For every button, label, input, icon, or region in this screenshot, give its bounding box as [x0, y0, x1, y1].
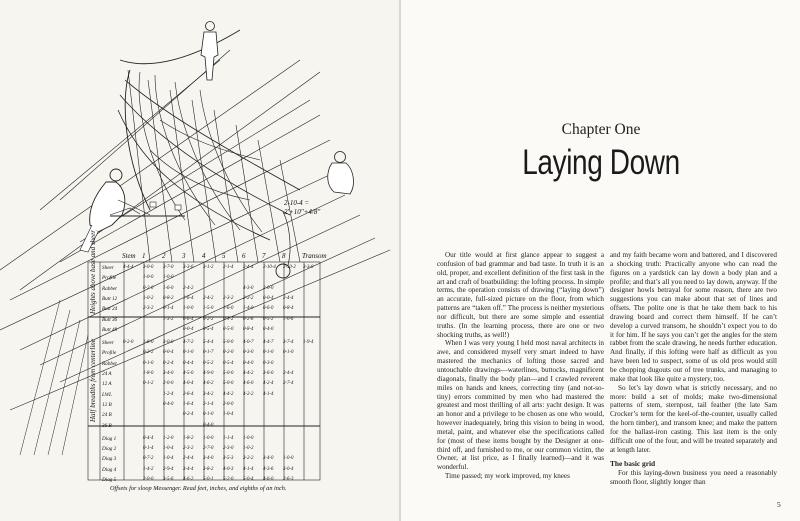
offset-cell: 2-0-0	[263, 285, 274, 291]
offset-cell: 0-7-2	[143, 456, 154, 462]
offset-cell: 5-2-0	[223, 477, 234, 482]
station-label: 1	[142, 252, 146, 260]
offset-cell: 1-2-4	[163, 391, 174, 397]
offset-cell: 2-4-4	[243, 265, 254, 270]
offset-cell: 3-1-2	[203, 265, 214, 270]
offset-cell: 3-0-0	[143, 265, 154, 270]
offset-callout: 2-10-4 = 2'+10"+4/8"	[284, 199, 321, 216]
offset-cell: 3-4-0	[203, 456, 214, 462]
offset-cell: 0-1-2	[223, 316, 234, 322]
offset-cell: 5-0-4	[243, 477, 254, 482]
offset-cell: 0-1-0	[283, 350, 294, 356]
offset-cell: 1-0-0	[183, 306, 194, 312]
paragraph: Time passed; my work improved, my knees	[445, 472, 570, 481]
offset-cell: 0-2-0	[143, 285, 154, 291]
lofting-illustration	[0, 0, 399, 521]
offset-cell: 1-5-0	[203, 306, 214, 312]
row-label: 12 A	[102, 381, 112, 388]
offset-cell: 2-7-4	[283, 381, 294, 387]
paragraph: So let’s lay down what is strictly necessary, and no more: build a set of molds; make two-dimensional patterns of stem, sternpost, tail feather (the late Sam Crocker’s term for the keel-of-the-counter, usually called the horn timber), and transom knee; and make the pattern for the ballast-iron casting. This last item is the only difficult one of the four, and will be treated separately and at length later.	[610, 383, 777, 454]
offset-cell: 3-0-0	[163, 340, 174, 346]
offset-cell: 4-6-2	[183, 477, 194, 482]
offset-cell: 0-5-2	[263, 316, 274, 322]
row-label: Diag 4	[102, 466, 117, 473]
offset-cell: 0-5-0	[223, 326, 234, 332]
offset-cell: 2-4-4	[283, 295, 294, 301]
offset-cell: 0-1-4	[163, 306, 174, 312]
offset-cell: 0-0-4	[263, 295, 274, 301]
offset-cell: 3-5-3	[223, 456, 234, 462]
offset-cell: 4-4-4	[123, 265, 134, 270]
offset-cell: 3-5-6	[163, 477, 174, 482]
station-label: 2	[162, 252, 166, 260]
offset-cell: 0-6-4	[183, 316, 194, 322]
offset-cell: 3-4-4	[183, 466, 194, 472]
offset-cell: 0-2-4	[163, 360, 174, 366]
offset-cell: 2-3-2	[143, 306, 154, 312]
offset-cell: 2-10-4	[263, 265, 276, 270]
offset-cell: 4-0-3	[223, 466, 234, 472]
offset-cell: 5-0-0	[223, 381, 234, 387]
paragraph: Our title would at first glance appear to suggest a confusion of bad grammar and bad taste. In truth it is an old, proper, and excellent definition of the first task in the art and craft of boatbuilding: the lofting process. In simple terms, the operation consists of drawing (“laying down”) an accurate, full-sized picture on the floor, from which patterns are “taken off.” The process is neither mysterious nor difficult, but there are some simple and essential truths. (In the learning process, there are one or two shocking truths, as well!)	[437, 251, 604, 339]
offset-cell: 0-4-4	[143, 435, 154, 441]
offset-cell: 1-8-2	[183, 435, 194, 441]
offset-cell: 2-4-2	[203, 295, 214, 301]
offset-cell: 0-1-0	[183, 350, 194, 356]
paragraph: and my faith became worn and battered, and I discovered a shocking truth: Practically anyone who can read the figures on a yardstick can lay down a body plan and a profile; and that’s all you need to lay down, anyway. If the designer howls betrayal for some reason, there are two suggestions you can make about that set of lines and offsets. The polite one is that he take them back to his drawing board and correct them himself. If he can’t develop a curved transom, he shouldn’t expect you to do it for him. If he says you can’t get the angles for the stem rabbet from the scale drawing, he needs further education. And finally, if this lofting were half as difficult as you have been led to suspect, some of us old pros would still be chopping dugouts out of tree trunks, and managing to make that look like quite a mystery, too.	[610, 251, 777, 383]
offset-cell: 2-6-3	[283, 477, 294, 482]
offset-cell: 1-6-4	[183, 295, 194, 301]
offset-cell: 0-2-2	[143, 350, 154, 356]
row-label: Sheer	[102, 265, 114, 271]
body-column-right	[610, 251, 777, 487]
offset-cell: 0-4-0	[243, 360, 254, 366]
offset-cell: 1-6-4	[183, 401, 194, 407]
offset-cell: 4-2-2	[243, 391, 254, 397]
offset-cell: 4-1-4	[263, 391, 274, 397]
offset-cell: 4-3-6	[263, 466, 274, 472]
offset-cell: 1-4-0	[243, 306, 254, 312]
offset-cell: 1-0-2	[243, 446, 254, 452]
offset-cell: 0-5-4	[223, 360, 234, 366]
offset-cell: 4-4-7	[263, 340, 274, 346]
table-caption: Offsets for sloop Messenger. Read feet, inches, and eighths of an inch.	[110, 485, 287, 492]
station-label: 5	[222, 252, 226, 260]
offset-cell: 2-4-4	[283, 371, 294, 376]
offset-cell: 2-10-2	[283, 265, 296, 270]
page-number: 5	[777, 500, 781, 509]
offset-cell: 0-4-0	[203, 422, 214, 428]
offset-cell: 4-3-0	[243, 285, 254, 291]
offset-cell: 0-2-4	[183, 412, 194, 418]
offset-cell: 3-4-0	[163, 371, 174, 376]
row-label: Diag 2	[102, 446, 117, 453]
offset-cell: 1-4-2	[143, 466, 154, 472]
offset-cell: 0-5-2	[203, 360, 214, 366]
offset-cell: 1-0-4	[223, 412, 234, 418]
offset-cell: 2-4-2	[183, 285, 194, 291]
offset-cell: 0-2-0	[223, 350, 234, 356]
offset-cell: 1-0-6	[283, 316, 294, 322]
offset-cell: 3-0-4	[283, 466, 294, 472]
row-label: 12 B	[102, 401, 112, 408]
offset-cell: 1-0-0	[243, 435, 254, 441]
offset-cell: 1-0-4	[163, 446, 174, 452]
offset-cell: 2-9-4	[163, 466, 174, 472]
offset-cell: 0-1-7	[203, 350, 214, 356]
offset-cell: 2-3-2	[183, 446, 194, 452]
offset-cell: 0-1-0	[143, 360, 154, 366]
offset-cell: 1-9-4	[303, 340, 314, 346]
offset-cell: 4-6-0	[243, 381, 254, 387]
offset-cell: 1-0-2	[143, 295, 154, 301]
offset-cell: 4-7-2	[183, 340, 194, 346]
offset-cell: 4-9-0	[203, 371, 214, 376]
offset-cell: 0-1-4	[143, 446, 154, 452]
row-label: Butt 24	[102, 306, 118, 313]
offset-cell: 3-7-4	[283, 340, 294, 346]
offset-cell: 0-8-4	[283, 306, 294, 312]
offset-cell: 3-3-6	[183, 265, 194, 270]
offset-table	[88, 230, 327, 495]
offset-cell: 0-3-0	[263, 360, 274, 366]
offset-cell: 2-2-2	[243, 295, 254, 301]
offset-cell: 0-8-4	[243, 326, 254, 332]
offset-cell: 2-0-0	[143, 477, 154, 482]
offset-cell: 3-4-2	[203, 391, 214, 397]
row-label: 24 A	[102, 371, 112, 377]
row-label: Butt 12	[102, 295, 118, 302]
row-label: Profile	[102, 275, 117, 282]
row-label: Diag 3	[102, 456, 117, 463]
offset-cell: 3-4-0	[263, 456, 274, 462]
offset-cell: 0-0-4	[163, 350, 174, 356]
offset-cell: 3-8-2	[203, 466, 214, 472]
body-column-left	[437, 251, 604, 481]
offset-cell: 5-0-0	[223, 371, 234, 376]
offset-cell: 0-2-2	[203, 316, 214, 322]
station-label: 6	[242, 252, 246, 260]
station-label: 4	[202, 252, 206, 260]
offset-cell: 1-0-0	[143, 275, 154, 281]
paragraph: When I was very young I held most naval architects in awe, and considered myself very smart indeed to have mastered the mechanics of lofting those sacred and untouchable drawings—waterlines, buttocks, magnificent diagonals, finally the body plan—and I crawled reverent miles on hands and knees, correcting tiny (and not-so-tiny) errors committed by men who had mastered the greatest and most thrilling of all arts: yacht design. It was an honor and a privilege to be chosen as one who would, however inadequately, bring this vision to being in wood, metal, paint, and whatever else the specifications called for (most of these items bought by the Designer at one-third off, and furnished to me, or our common victim, the Owner, at list price, as I finally learned)—and it was wonderful.	[437, 339, 604, 472]
offset-cell: 3-7-0	[163, 265, 174, 270]
offset-cell: 1-1-4	[223, 435, 234, 441]
offset-cell: 4-4-2	[243, 371, 254, 376]
chapter-title: Laying Down	[522, 143, 680, 182]
offset-cell: 2-0-0	[163, 381, 174, 387]
row-label: Butt 48	[102, 326, 118, 333]
station-label: Stem	[122, 252, 136, 260]
row-label: LWL	[102, 391, 112, 398]
offset-cell: 4-0-7	[243, 340, 254, 346]
offset-cell: 0-1-2	[143, 381, 154, 387]
offset-cell: 3-2-2	[243, 456, 254, 462]
offset-cell: 1-0-0	[283, 456, 294, 462]
row-label: Profile	[102, 350, 117, 357]
offset-cell: 2-1-4	[203, 401, 214, 407]
offset-cell: 0-6-0	[263, 306, 274, 312]
offset-cell: 1-8-0	[143, 371, 154, 376]
offset-cell: 4-0-4	[183, 381, 194, 387]
offset-cell: 1-2-0	[163, 435, 174, 441]
offset-cell: 0-5-4	[203, 326, 214, 332]
section-heading: The basic grid	[610, 459, 656, 469]
row-label: Sheer	[102, 340, 114, 347]
row-label: Rabbet	[102, 285, 117, 292]
offset-cell: 0-4-0	[163, 401, 174, 407]
offset-cell: 2-1-4	[223, 265, 234, 270]
row-label: 36 B	[102, 422, 112, 429]
offset-cell: 0-2-0	[123, 340, 134, 346]
offset-cell: 4-2-4	[263, 381, 274, 387]
offset-cell: 5-0-1	[203, 477, 214, 482]
paragraph: For this laying-down business you need a reasonably smooth floor, slightly longer than	[610, 469, 777, 487]
row-label: Diag 1	[102, 435, 117, 442]
offset-cell: 2-6-4	[183, 391, 194, 397]
station-label: 8	[282, 252, 286, 260]
row-label: Rabbet	[102, 360, 117, 367]
group-label-half-breadths: Half breadths from centerline	[89, 339, 97, 422]
offset-cell: 4-6-2	[203, 381, 214, 387]
offset-cell: 0-1-0	[203, 412, 214, 418]
offset-cell: 1-6-0	[163, 285, 174, 291]
offset-cell: 5-0-0	[223, 340, 234, 346]
offset-cell: 4-1-4	[243, 466, 254, 472]
row-label: Butt 36	[102, 316, 118, 323]
offset-cell: 1-0-0	[203, 435, 214, 441]
offset-cell: 3-3-0	[303, 265, 314, 270]
row-label: 24 B	[102, 412, 112, 419]
offset-cell: 0-2-6	[243, 316, 254, 322]
offset-cell: 2-4-4	[183, 456, 194, 462]
station-label: 3	[182, 252, 186, 260]
chapter-label: Chapter One	[561, 121, 641, 138]
offset-cell: 1-0-0	[163, 275, 174, 281]
offset-cell: 3-6-0	[263, 371, 274, 376]
offset-cell: 4-4-2	[223, 391, 234, 397]
offset-cell: 1-6-0	[223, 306, 234, 312]
group-label-heights: Heights above base and sheer	[89, 230, 97, 314]
offset-cell: 0-1-0	[263, 350, 274, 356]
offset-cell: 2-3-2	[223, 295, 234, 301]
offset-cell: 0-0-4	[183, 326, 194, 332]
text-page	[401, 0, 800, 521]
station-label: 7	[262, 252, 266, 260]
row-label: Diag 5	[102, 477, 117, 483]
offset-cell: 2-3-0	[223, 446, 234, 452]
offset-cell: 1-6-0	[143, 340, 154, 346]
offset-cell: 0-8-2	[163, 295, 174, 301]
offset-cell: 2-0-0	[223, 401, 234, 407]
offset-cell: 4-6-0	[263, 477, 274, 482]
station-label: Transom	[302, 252, 327, 260]
offset-cell: 0-4-0	[263, 326, 274, 332]
offset-cell: 1-0-4	[163, 456, 174, 462]
offset-cell: 0-4-4	[183, 360, 194, 366]
offset-cell: 5-4-4	[203, 340, 214, 346]
offset-cell: 1-3-2	[163, 316, 174, 322]
offset-cell: 4-5-0	[183, 371, 194, 376]
offset-cell: 0-3-0	[243, 350, 254, 356]
offset-cell: 2-7-0	[203, 446, 214, 452]
